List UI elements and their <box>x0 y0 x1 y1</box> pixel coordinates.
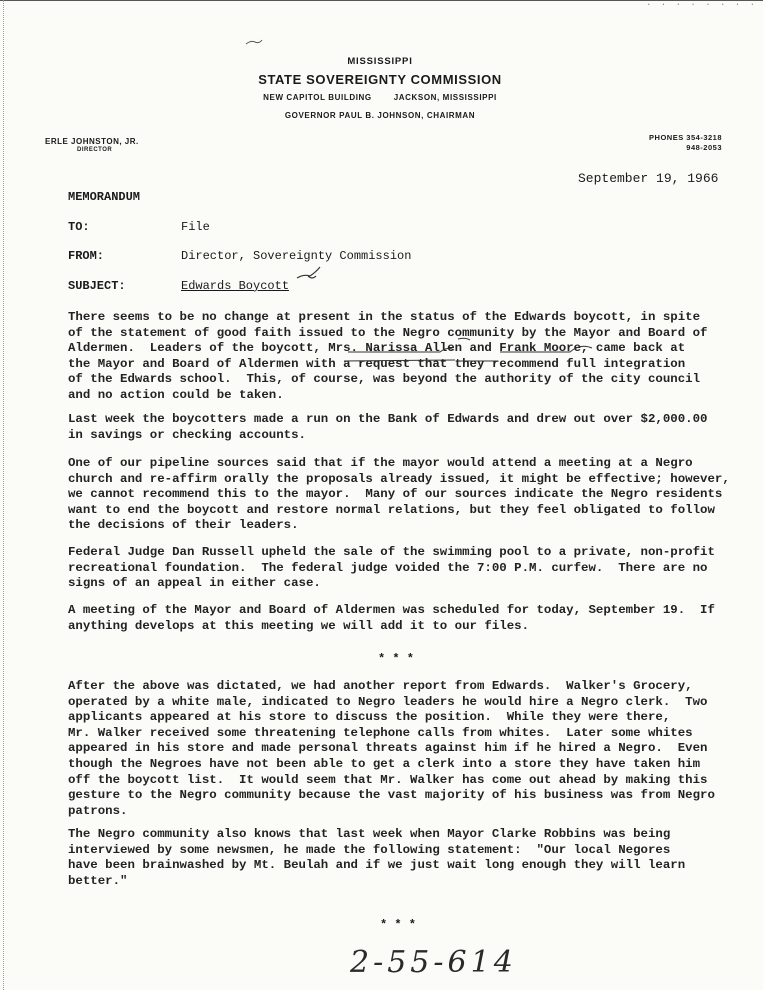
paragraph-bank-run: Last week the boycotters made a run on the Bank of Edwards and drew out over $2,000.00 in savings or checking accounts. <box>68 412 708 442</box>
to-row <box>68 220 210 234</box>
paragraph-pipeline-sources: One of our pipeline sources said that if the mayor would attend a meeting at a Negro church and re-affirm orally the proposals already issued, it might be effective; however, we cannot recommend this to the mayor. Many of our sources indicate the Negro residents want to end the boycott and restore normal relations, but they feel obligated to follow the decisions of their leaders. <box>68 456 730 533</box>
paragraph-meeting: A meeting of the Mayor and Board of Aldermen was scheduled for today, September 19. If anything develops at this meeting we will add it to our files. <box>68 603 715 633</box>
corner-dots: · · · · · · · · <box>645 0 757 10</box>
handwritten-document-number: 2-55-614 <box>350 945 517 980</box>
letterhead-building: NEW CAPITOL BUILDING <box>263 93 372 102</box>
handwritten-check-mark <box>294 264 324 286</box>
subject-row <box>68 279 289 293</box>
letterhead-agency: STATE SOVEREIGNTY COMMISSION <box>258 72 502 87</box>
to-label: TO: <box>68 220 90 234</box>
from-row <box>68 249 411 263</box>
memo-date: September 19, 1966 <box>578 171 719 186</box>
letterhead <box>230 56 530 120</box>
director-title: DIRECTOR <box>77 147 113 153</box>
letterhead-governor: GOVERNOR PAUL B. JOHNSON, CHAIRMAN <box>284 111 476 120</box>
subject-value: Edwards Boycott <box>181 279 290 293</box>
page-border-left <box>3 0 4 990</box>
memo-title: MEMORANDUM <box>68 190 141 204</box>
director-name: ERLE JOHNSTON, JR. <box>45 137 139 146</box>
paragraph-status: There seems to be no change at present in the status of the Edwards boycott, in spite of the statement of good faith issued to the Negro community by the Mayor and Board of Aldermen. Leaders of the boycott, Mrs. Narissa Allen and Frank Moore, came back at the Mayor and Board of Aldermen with a request that they recommend full integration of the Edwards school. This, of course, was beyond the authority of the city council and no action could be taken. <box>68 310 708 402</box>
letterhead-address <box>230 93 530 102</box>
director-block <box>45 137 139 153</box>
closing-separator: * * * <box>380 918 417 932</box>
from-label: FROM: <box>68 249 105 263</box>
phones-block <box>649 133 722 153</box>
to-value: File <box>181 220 210 234</box>
from-value: Director, Sovereignty Commission <box>181 249 412 263</box>
phone-line-1: PHONES 354-3218 <box>649 133 722 142</box>
paragraph-federal-judge: Federal Judge Dan Russell upheld the sale of the swimming pool to a private, non-profit recreational foundation. The federal judge voided the 7:00 P.M. curfew. There are no signs of an appeal in either case. <box>68 545 715 591</box>
subject-label: SUBJECT: <box>68 279 126 293</box>
pen-mark <box>245 38 263 46</box>
letterhead-state: MISSISSIPPI <box>347 56 413 67</box>
section-separator: * * * <box>378 652 415 666</box>
paragraph-walkers-grocery: After the above was dictated, we had another report from Edwards. Walker's Grocery, operated by a white male, indicated to Negro leaders he would hire a Negro clerk. Two applicants appeared at his store to discuss the position. While they were there, Mr. Walker received some threatening telephone calls from whites. Later some whites appeared in his store and made personal threats against him if he hired a Negro. Even though the Negroes have not been able to get a clerk into a store they have taken him off the boycott list. It would seem that Mr. Walker has come out ahead by making this gesture to the Negro community because the vast majority of his business was from Negro patrons. <box>68 679 715 818</box>
letterhead-city: JACKSON, MISSISSIPPI <box>393 93 497 102</box>
phone-line-2: 948-2053 <box>686 143 722 152</box>
paragraph-mayor-statement: The Negro community also knows that last week when Mayor Clarke Robbins was being interviewed by some newsmen, he made the following statement: "Our local Negores have been brainwashed by Mt. Beulah and if we just wait long enough they will learn better." <box>68 827 686 888</box>
